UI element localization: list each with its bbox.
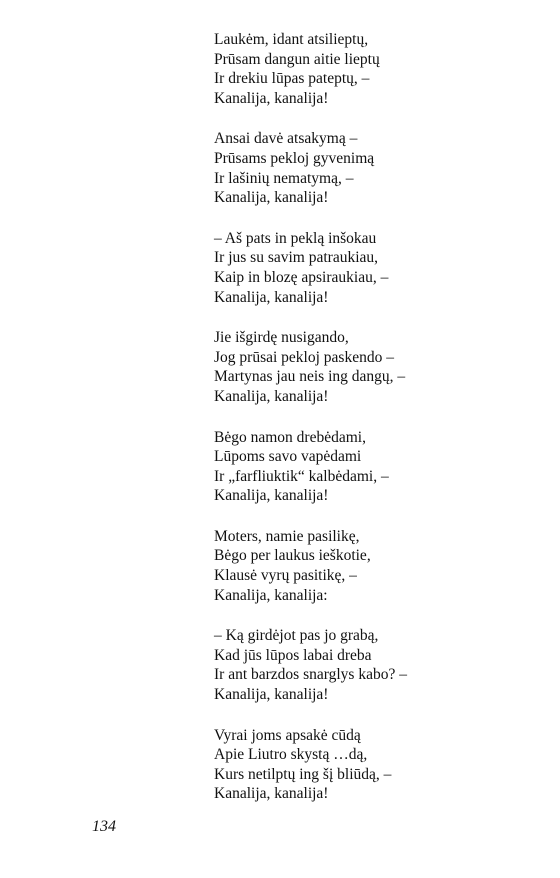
poem-line: Moters, namie pasilikę,: [214, 527, 360, 545]
poem-line: Jie išgirdę nusigando,: [214, 329, 349, 347]
poem-line: Kaip in blozę apsiraukiau, –: [214, 268, 389, 286]
poem-line: Ir lašinių nematymą, –: [214, 169, 354, 187]
poem-line: Ir jus su savim patraukiau,: [214, 249, 379, 267]
poem-line: Kurs netilptų ing šį bliūdą, –: [214, 765, 392, 783]
poem-line: Martynas jau neis ing dangų, –: [214, 368, 406, 386]
poem-line: Lūpoms savo vapėdami: [214, 448, 362, 466]
stanza-6: [214, 527, 544, 605]
poem-line: Prūsams pekloj gyvenimą: [214, 149, 375, 167]
stanza-4: [214, 328, 544, 406]
poem-line: Kanalija, kanalija!: [214, 387, 329, 405]
poem-line: Vyrai joms apsakė cūdą: [214, 726, 361, 744]
poem-line: Klausė vyrų pasitikę, –: [214, 567, 357, 585]
poem-line: Kanalija, kanalija!: [214, 189, 329, 207]
poem-line: Ir drekiu lūpas pateptų, –: [214, 70, 370, 88]
poem-text: [214, 30, 544, 825]
poem-line: Kanalija, kanalija:: [214, 586, 328, 604]
stanza-8: [214, 726, 544, 804]
stanza-2: [214, 129, 544, 207]
poem-line: Kad jūs lūpos labai dreba: [214, 646, 372, 664]
poem-line: Laukėm, idant atsilieptų,: [214, 31, 369, 48]
poem-line: Apie Liutro skystą …dą,: [214, 746, 368, 764]
poem-line: – Aš pats in peklą inšokau: [214, 229, 377, 247]
poem-line: Kanalija, kanalija!: [214, 686, 329, 704]
poem-line: Kanalija, kanalija!: [214, 487, 329, 505]
page-number: 134: [92, 818, 116, 835]
poem-line: Kanalija, kanalija!: [214, 89, 329, 107]
poem-line: Kanalija, kanalija!: [214, 785, 329, 803]
stanza-3: [214, 229, 544, 307]
poem-line: Prūsam dangun aitie lieptų: [214, 50, 380, 68]
poem-line: Ansai davė atsakymą –: [214, 130, 358, 148]
stanza-7: [214, 626, 544, 704]
poem-line: Ir ant barzdos snarglys kabo? –: [214, 666, 407, 684]
stanza-5: [214, 428, 544, 506]
poem-line: Bėgo per laukus ieškotie,: [214, 547, 371, 565]
poem-line: Jog prūsai pekloj paskendo –: [214, 348, 394, 366]
poem-line: Kanalija, kanalija!: [214, 288, 329, 306]
poem-line: – Ką girdėjot pas jo grabą,: [214, 627, 379, 645]
stanza-1: [214, 30, 544, 108]
poem-line: Ir „farfliuktik“ kalbėdami, –: [214, 467, 389, 485]
poem-line: Bėgo namon drebėdami,: [214, 428, 366, 446]
